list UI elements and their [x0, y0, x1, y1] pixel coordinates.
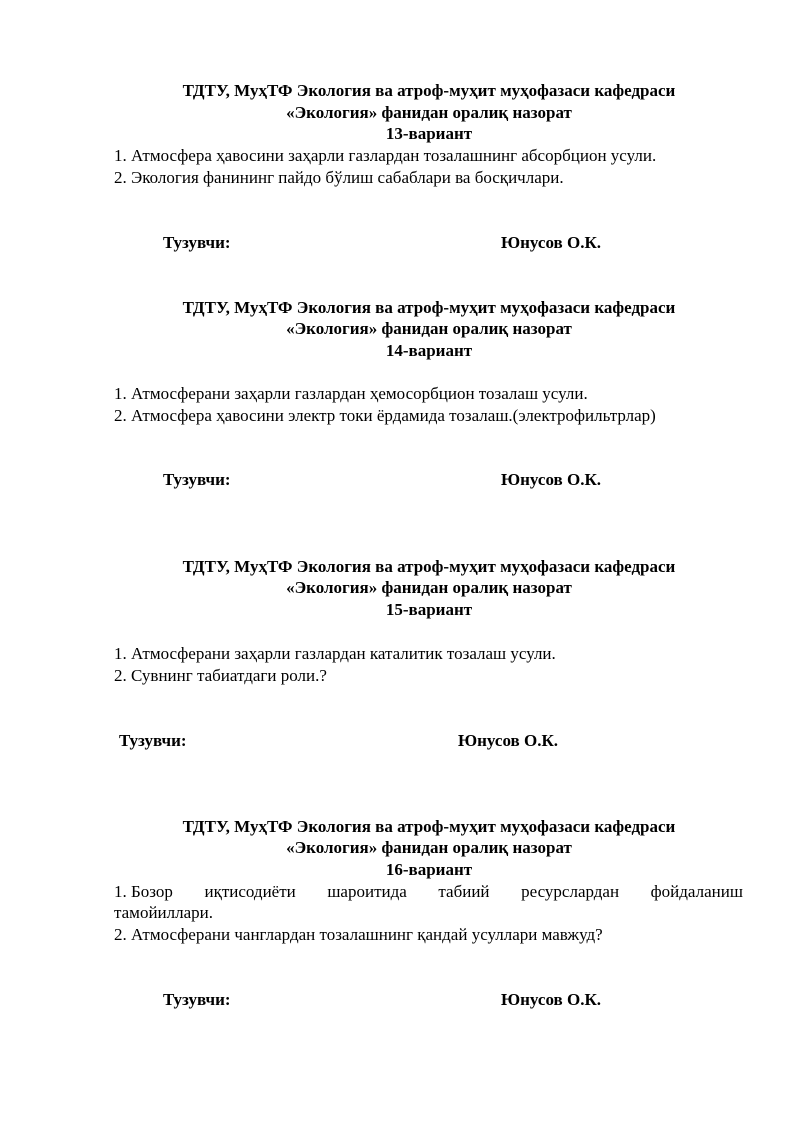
variant-title: 14-вариант [385, 341, 473, 360]
signature-label: Тузувчи: [119, 731, 187, 750]
question-word: ресурслардан [521, 882, 620, 901]
signature-name: Юнусов О.К. [501, 470, 602, 489]
signature-label: Тузувчи: [163, 233, 231, 252]
header-subject: «Экология» фанидан оралиқ назорат [286, 103, 572, 122]
signature-label: Тузувчи: [163, 470, 231, 489]
question-1: 1. Атмосфера ҳавосини заҳарли газлардан тозалашнинг абсорбцион усули. [114, 146, 657, 165]
question-word: иқтисодиёти [204, 882, 296, 901]
header-subject: «Экология» фанидан оралиқ назорат [286, 578, 572, 597]
header-department: ТДТУ, МуҳТФ Экология ва атроф-муҳит муҳофазаси кафедраси [182, 298, 676, 317]
question-word: шароитида [327, 882, 407, 901]
header-subject: «Экология» фанидан оралиқ назорат [286, 838, 572, 857]
question-1-line-1 [114, 881, 743, 902]
header-department: ТДТУ, МуҳТФ Экология ва атроф-муҳит муҳофазаси кафедраси [182, 817, 676, 836]
question-2: 2. Сувнинг табиатдаги роли.? [114, 666, 327, 685]
question-2: 2. Атмосфера ҳавосини электр токи ёрдамида тозалаш.(электрофильтрлар) [114, 406, 656, 425]
question-1-line-2: тамойиллари. [114, 903, 213, 922]
variant-title: 16-вариант [385, 860, 473, 879]
header-department: ТДТУ, МуҳТФ Экология ва атроф-муҳит муҳофазаси кафедраси [182, 81, 676, 100]
variant-title: 13-вариант [385, 124, 473, 143]
signature-name: Юнусов О.К. [501, 233, 602, 252]
question-word: табиий [438, 882, 490, 901]
question-2: 2. Атмосферани чанглардан тозалашнинг қандай усуллари мавжуд? [114, 925, 603, 944]
question-2: 2. Экология фанининг пайдо бўлиш сабаблари ва босқичлари. [114, 168, 564, 187]
question-word: 1. Бозор [114, 882, 173, 901]
question-1: 1. Атмосферани заҳарли газлардан каталитик тозалаш усули. [114, 644, 556, 663]
question-1: 1. Атмосферани заҳарли газлардан ҳемосорбцион тозалаш усули. [114, 384, 588, 403]
signature-name: Юнусов О.К. [458, 731, 559, 750]
header-department: ТДТУ, МуҳТФ Экология ва атроф-муҳит муҳофазаси кафедраси [182, 557, 676, 576]
question-word: фойдаланиш [650, 882, 743, 901]
signature-name: Юнусов О.К. [501, 990, 602, 1009]
header-subject: «Экология» фанидан оралиқ назорат [286, 319, 572, 338]
signature-label: Тузувчи: [163, 990, 231, 1009]
variant-title: 15-вариант [385, 600, 473, 619]
